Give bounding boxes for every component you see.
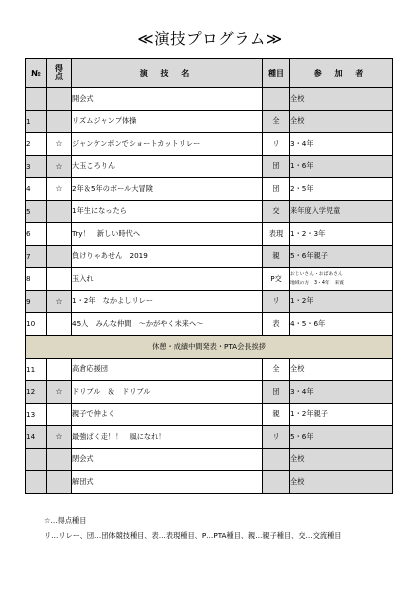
row-participants: 3・4年 — [290, 381, 393, 404]
row-event-type: P交 — [263, 268, 290, 291]
row-participants: 来年度入学児童 — [290, 200, 393, 223]
header-no: № — [26, 59, 47, 88]
row-participants: 全校 — [290, 471, 393, 494]
row-points-mark: ☆ — [47, 381, 72, 404]
legend-types: リ…リレー、団…団体競技種目、表…表現種目、P…PTA種目、親…親子種目、交…交流種目 — [44, 531, 342, 540]
row-event-name: 大玉ころりん — [72, 155, 263, 178]
row-number: 1 — [26, 110, 47, 133]
row-event-name: 解団式 — [72, 471, 263, 494]
table-row — [26, 245, 393, 268]
row-number — [26, 88, 47, 111]
row-event-name: Try！ 新しい時代へ — [72, 223, 263, 246]
row-number — [26, 448, 47, 471]
table-row — [26, 200, 393, 223]
row-points-mark — [47, 471, 72, 494]
row-participants: 2・5年 — [290, 178, 393, 201]
row-event-type: 団 — [263, 178, 290, 201]
row-event-type: 全 — [263, 110, 290, 133]
row-participants: 1・6年 — [290, 155, 393, 178]
row-points-mark — [47, 313, 72, 336]
row-number: 2 — [26, 133, 47, 156]
header-participants: 参 加 者 — [290, 59, 393, 88]
row-participants: 5・6年親子 — [290, 245, 393, 268]
row-participants: 1・2年 — [290, 290, 393, 313]
row-event-name: 閉会式 — [72, 448, 263, 471]
table-row — [26, 223, 393, 246]
row-event-type — [263, 88, 290, 111]
row-points-mark — [47, 200, 72, 223]
row-points-mark — [47, 268, 72, 291]
row-number: 5 — [26, 200, 47, 223]
header-points-label: 得点 — [55, 63, 63, 81]
row-points-mark — [47, 245, 72, 268]
row-event-name: 最強ぱく走！！ 風になれ！ — [72, 426, 263, 449]
header-points — [47, 59, 72, 88]
row-number: 7 — [26, 245, 47, 268]
row-participants: 5・6年 — [290, 426, 393, 449]
row-participants: 3・4年 — [290, 133, 393, 156]
row-event-type: 全 — [263, 358, 290, 381]
row-event-name: 玉入れ — [72, 268, 263, 291]
table-row — [26, 403, 393, 426]
row-points-mark — [47, 448, 72, 471]
table-row — [26, 471, 393, 494]
program-table — [25, 58, 393, 494]
row-points-mark — [47, 110, 72, 133]
row-event-name: リズムジャンプ体操 — [72, 110, 263, 133]
row-points-mark — [47, 88, 72, 111]
table-row — [26, 290, 393, 313]
row-event-name: 高倉応援団 — [72, 358, 263, 381]
intermission-row — [26, 335, 393, 358]
row-participants: 全校 — [290, 448, 393, 471]
row-points-mark: ☆ — [47, 426, 72, 449]
row-number: 3 — [26, 155, 47, 178]
legend-points: ☆…得点種目 — [44, 516, 87, 525]
header-type: 種目 — [263, 59, 290, 88]
row-number: 8 — [26, 268, 47, 291]
row-points-mark — [47, 223, 72, 246]
row-event-name: ドリブル ＆ ドリブル — [72, 381, 263, 404]
row-points-mark: ☆ — [47, 178, 72, 201]
row-participants: 1・2・3年 — [290, 223, 393, 246]
row-event-type: リ — [263, 133, 290, 156]
row-event-name: 開会式 — [72, 88, 263, 111]
legend-notes — [44, 513, 341, 543]
table-row — [26, 268, 393, 291]
header-name: 演 技 名 — [72, 59, 263, 88]
row-number: 4 — [26, 178, 47, 201]
row-event-name: 1年生になったら — [72, 200, 263, 223]
table-header-row — [26, 59, 393, 88]
row-event-name: 2年＆5年のボール大冒険 — [72, 178, 263, 201]
row-participants — [290, 268, 393, 291]
row-event-name: ジャンケンポンでショートカットリレー — [72, 133, 263, 156]
row-participants: 全校 — [290, 88, 393, 111]
row-participants: 全校 — [290, 110, 393, 133]
table-row — [26, 133, 393, 156]
table-row — [26, 381, 393, 404]
row-points-mark: ☆ — [47, 290, 72, 313]
row-event-type: 団 — [263, 155, 290, 178]
row-event-name: 負けりゃあせん 2019 — [72, 245, 263, 268]
row-points-mark: ☆ — [47, 133, 72, 156]
row-event-name: 親子で仲よく — [72, 403, 263, 426]
participants-sub-line: おじいさん・おばあさん — [290, 271, 343, 277]
program-body — [26, 88, 393, 494]
row-number: 13 — [26, 403, 47, 426]
row-event-type: リ — [263, 426, 290, 449]
row-number: 10 — [26, 313, 47, 336]
table-row — [26, 313, 393, 336]
row-number: 11 — [26, 358, 47, 381]
row-number: 9 — [26, 290, 47, 313]
table-row — [26, 110, 393, 133]
row-number: 12 — [26, 381, 47, 404]
table-row — [26, 358, 393, 381]
row-event-type: 親 — [263, 245, 290, 268]
row-event-type — [263, 471, 290, 494]
row-number — [26, 471, 47, 494]
row-participants: 1・2年親子 — [290, 403, 393, 426]
row-event-type: 表現 — [263, 223, 290, 246]
table-row — [26, 448, 393, 471]
table-row — [26, 178, 393, 201]
row-points-mark: ☆ — [47, 155, 72, 178]
row-event-type: リ — [263, 290, 290, 313]
row-event-type: 親 — [263, 403, 290, 426]
row-number: 14 — [26, 426, 47, 449]
intermission-text: 休憩・成績中間発表・PTA会長挨拶 — [26, 335, 393, 358]
row-event-type — [263, 448, 290, 471]
row-event-type: 団 — [263, 381, 290, 404]
row-points-mark — [47, 403, 72, 426]
row-participants: 4・5・6年 — [290, 313, 393, 336]
table-row — [26, 155, 393, 178]
row-event-type: 表 — [263, 313, 290, 336]
row-number: 6 — [26, 223, 47, 246]
table-row — [26, 88, 393, 111]
table-row — [26, 426, 393, 449]
row-event-type: 交 — [263, 200, 290, 223]
row-participants: 全校 — [290, 358, 393, 381]
row-event-name: 45人 みんな仲間 ～かがやく未来へ～ — [72, 313, 263, 336]
row-event-name: 1・2年 なかよしリレー — [72, 290, 263, 313]
page-title: ≪演技プログラム≫ — [137, 30, 283, 48]
row-points-mark — [47, 358, 72, 381]
participants-sub-line: 地域の方 3・4年 来賓 — [290, 280, 345, 286]
